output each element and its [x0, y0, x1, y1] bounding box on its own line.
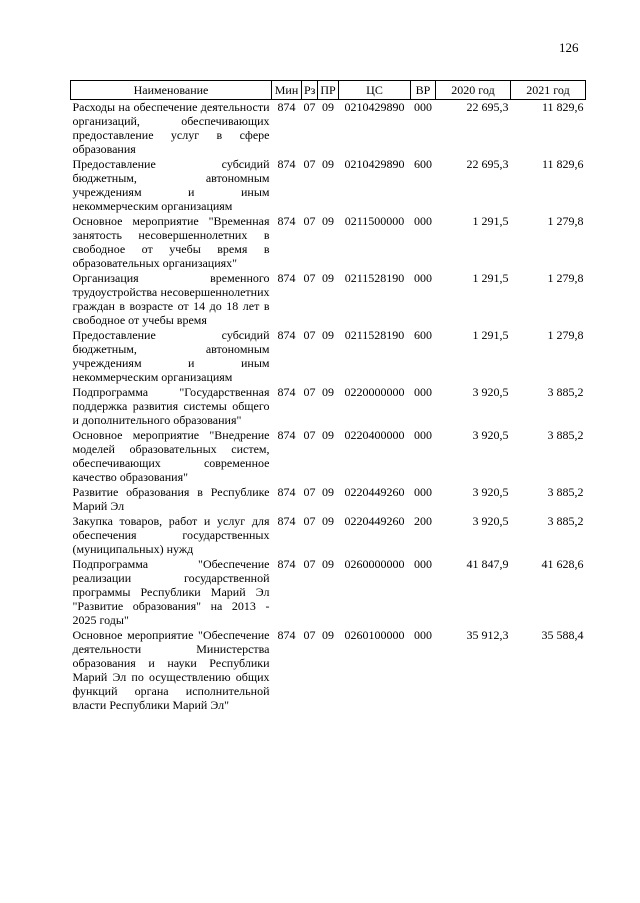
- table-row: [71, 214, 586, 271]
- row-rz: 07: [303, 628, 316, 642]
- table-row: [71, 514, 586, 557]
- row-cs: 0220449260: [344, 514, 405, 528]
- row-vr: 600: [414, 157, 432, 171]
- row-name: Основное мероприятие "Обеспечение деятельности Министерства образования и науки Республики Марий Эл по осуществлению общих функций органа исполнительной власти Республики Марий Эл": [72, 628, 270, 712]
- row-amount-2020: 1 291,5: [472, 214, 509, 228]
- row-name: Организация временного трудоустройства несовершеннолетних граждан в возрасте от 14 до 18 лет в свободное от учебы время: [72, 271, 270, 327]
- row-name: Предоставление субсидий бюджетным, автономным учреждениям и иным некоммерческим организациям: [72, 157, 270, 213]
- row-pr: 09: [322, 271, 334, 285]
- row-amount-2020: 22 695,3: [466, 100, 509, 114]
- row-min: 874: [277, 557, 296, 571]
- row-vr: 000: [414, 485, 432, 499]
- row-min: 874: [277, 385, 296, 399]
- row-pr: 09: [322, 385, 334, 399]
- row-amount-2021: 41 628,6: [541, 557, 584, 571]
- row-pr: 09: [322, 157, 334, 171]
- row-min: 874: [277, 485, 296, 499]
- header-2021: 2021 год: [511, 81, 586, 100]
- row-rz: 07: [303, 214, 316, 228]
- row-cs: 0220000000: [344, 385, 405, 399]
- row-cs: 0220400000: [344, 428, 405, 442]
- table-row: [71, 485, 586, 514]
- row-amount-2021: 11 829,6: [541, 100, 584, 114]
- header-2020: 2020 год: [436, 81, 511, 100]
- row-vr: 600: [414, 328, 432, 342]
- row-rz: 07: [303, 557, 316, 571]
- row-amount-2021: 35 588,4: [541, 628, 584, 642]
- table-row: [71, 157, 586, 214]
- table-row: [71, 328, 586, 385]
- row-amount-2020: 3 920,5: [472, 428, 509, 442]
- row-min: 874: [277, 514, 296, 528]
- header-rz: Рз: [302, 81, 318, 100]
- row-pr: 09: [322, 328, 334, 342]
- row-name: Расходы на обеспечение деятельности организаций, обеспечивающих предоставление услуг в сфере образования: [72, 100, 270, 156]
- row-min: 874: [277, 271, 296, 285]
- row-amount-2020: 3 920,5: [472, 485, 509, 499]
- table-row: [71, 385, 586, 428]
- row-amount-2020: 1 291,5: [472, 271, 509, 285]
- row-pr: 09: [322, 514, 334, 528]
- row-pr: 09: [322, 100, 334, 114]
- row-rz: 07: [303, 514, 316, 528]
- row-cs: 0260100000: [344, 628, 405, 642]
- row-vr: 000: [414, 214, 432, 228]
- row-cs: 0220449260: [344, 485, 405, 499]
- row-min: 874: [277, 214, 296, 228]
- row-amount-2021: 3 885,2: [547, 485, 584, 499]
- budget-table: [70, 80, 586, 713]
- table-row: [71, 100, 586, 158]
- page-number: 126: [559, 40, 579, 55]
- row-name: Развитие образования в Республике Марий Эл: [72, 485, 270, 513]
- row-cs: 0211528190: [344, 328, 405, 342]
- row-cs: 0211528190: [344, 271, 405, 285]
- header-row: [71, 81, 586, 100]
- row-cs: 0210429890: [344, 100, 405, 114]
- row-pr: 09: [322, 485, 334, 499]
- row-amount-2021: 3 885,2: [547, 385, 584, 399]
- table-row: [71, 628, 586, 713]
- row-min: 874: [277, 100, 296, 114]
- row-pr: 09: [322, 428, 334, 442]
- row-cs: 0260000000: [344, 557, 405, 571]
- row-min: 874: [277, 428, 296, 442]
- row-cs: 0211500000: [344, 214, 405, 228]
- row-amount-2020: 3 920,5: [472, 385, 509, 399]
- row-pr: 09: [322, 628, 334, 642]
- row-vr: 000: [414, 428, 432, 442]
- row-vr: 200: [414, 514, 432, 528]
- row-amount-2020: 35 912,3: [466, 628, 509, 642]
- row-vr: 000: [414, 100, 432, 114]
- row-amount-2020: 41 847,9: [466, 557, 509, 571]
- header-name: Наименование: [71, 81, 272, 100]
- row-rz: 07: [303, 485, 316, 499]
- row-rz: 07: [303, 428, 316, 442]
- table-row: [71, 271, 586, 328]
- header-vr: ВР: [411, 81, 436, 100]
- row-name: Подпрограмма "Государственная поддержка развития системы общего и дополнительного образования": [72, 385, 270, 427]
- table-row: [71, 557, 586, 628]
- row-amount-2021: 1 279,8: [547, 271, 584, 285]
- row-vr: 000: [414, 271, 432, 285]
- row-vr: 000: [414, 557, 432, 571]
- row-rz: 07: [303, 385, 316, 399]
- row-vr: 000: [414, 628, 432, 642]
- row-name: Основное мероприятие "Временная занятость несовершеннолетних в свободное от учебы время в образовательных организациях": [72, 214, 270, 270]
- table-body: [71, 100, 586, 714]
- row-min: 874: [277, 157, 296, 171]
- row-amount-2021: 1 279,8: [547, 328, 584, 342]
- row-pr: 09: [322, 557, 334, 571]
- row-amount-2020: 3 920,5: [472, 514, 509, 528]
- row-name: Закупка товаров, работ и услуг для обеспечения государственных (муниципальных) нужд: [72, 514, 270, 556]
- row-rz: 07: [303, 157, 316, 171]
- row-rz: 07: [303, 100, 316, 114]
- row-name: Основное мероприятие "Внедрение моделей образовательных систем, обеспечивающих современное качество образования": [72, 428, 270, 484]
- row-amount-2021: 11 829,6: [541, 157, 584, 171]
- header-cs: ЦС: [339, 81, 411, 100]
- row-amount-2021: 1 279,8: [547, 214, 584, 228]
- row-vr: 000: [414, 385, 432, 399]
- header-min: Мин: [272, 81, 302, 100]
- row-rz: 07: [303, 271, 316, 285]
- row-name: Подпрограмма "Обеспечение реализации государственной программы Республики Марий Эл "Развитие образования" на 2013 - 2025 годы": [72, 557, 270, 627]
- row-amount-2021: 3 885,2: [547, 428, 584, 442]
- row-rz: 07: [303, 328, 316, 342]
- row-min: 874: [277, 628, 296, 642]
- table-row: [71, 428, 586, 485]
- row-min: 874: [277, 328, 296, 342]
- header-pr: ПР: [318, 81, 339, 100]
- row-amount-2020: 22 695,3: [466, 157, 509, 171]
- row-cs: 0210429890: [344, 157, 405, 171]
- row-amount-2021: 3 885,2: [547, 514, 584, 528]
- row-pr: 09: [322, 214, 334, 228]
- row-name: Предоставление субсидий бюджетным, автономным учреждениям и иным некоммерческим организациям: [72, 328, 270, 384]
- row-amount-2020: 1 291,5: [472, 328, 509, 342]
